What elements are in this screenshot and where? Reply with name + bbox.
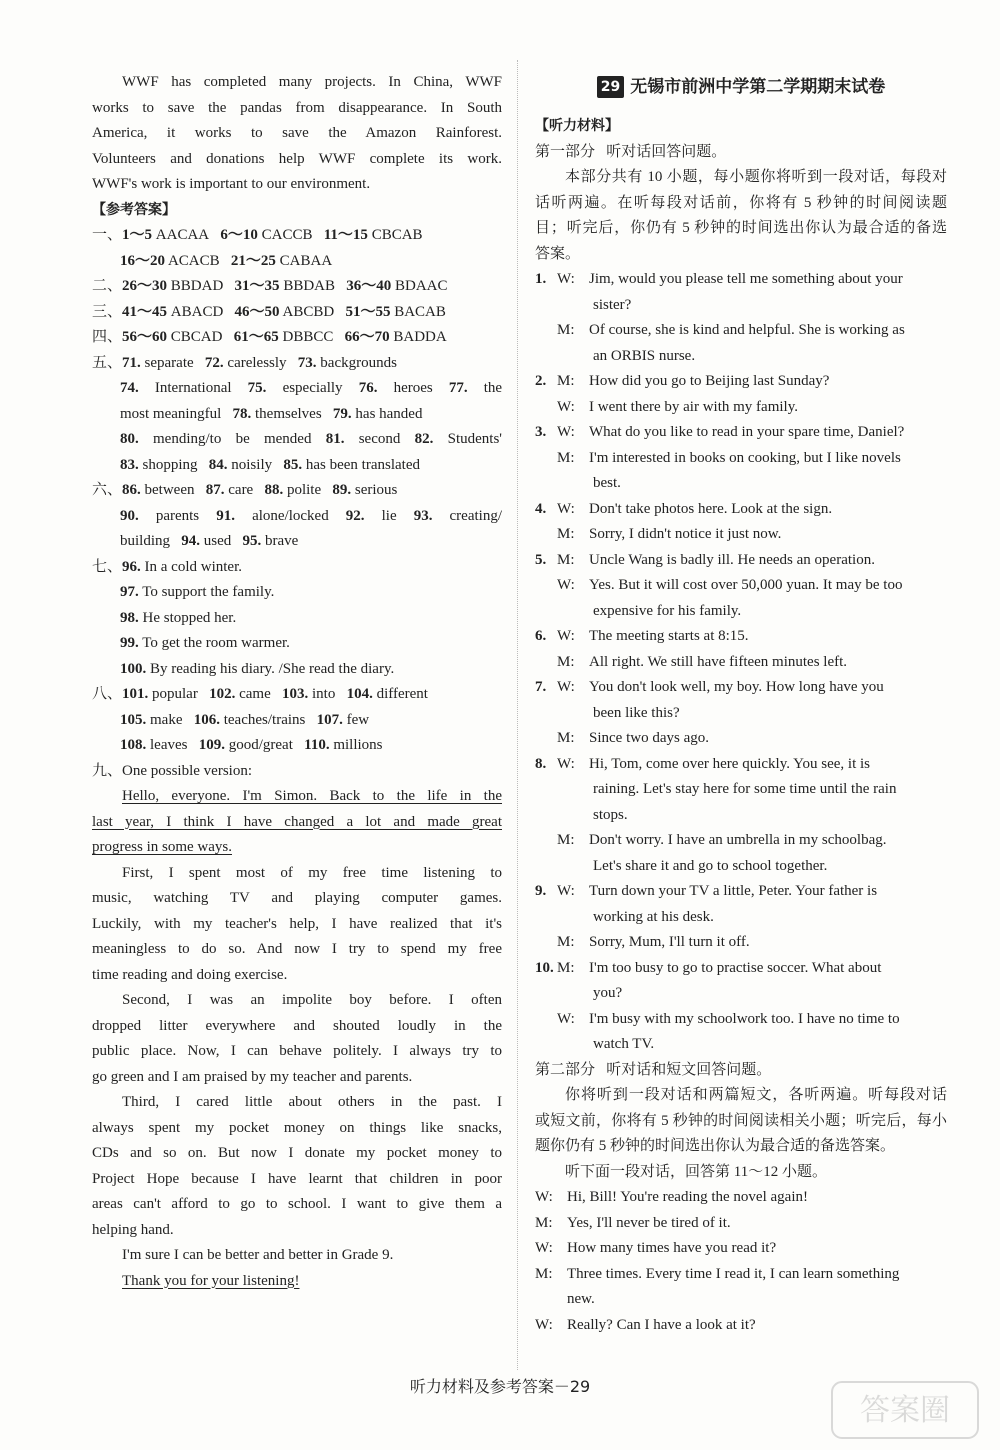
intro-line: Volunteers and donations help WWF complete its work. [92, 150, 502, 167]
speaker-label: W: [535, 1240, 553, 1256]
speaker-label: M: [557, 832, 575, 848]
answer-row: 108. leaves 109. good/great 110. millions [120, 737, 383, 753]
answer-row: 五、71. separate 72. carelessly 73. backgrounds [92, 354, 397, 371]
dialogue-continuation: watch TV. [593, 1036, 655, 1052]
section-label: 四、 [92, 329, 123, 345]
question-number: 9. [535, 883, 547, 899]
speaker-label: M: [557, 730, 575, 746]
answer-group: 31～35 BBDAB [234, 278, 335, 294]
dialogue-text: Turn down your TV a little, Peter. Your father is [589, 883, 878, 899]
part2-heading: 第二部分 听对话和短文回答问题。 [535, 1061, 772, 1078]
dialogue-text: How many times have you read it? [567, 1240, 777, 1256]
section-label: 五、 [92, 354, 123, 371]
svg-text:答案圈: 答案圈 [860, 1393, 950, 1428]
dialogue-continuation: you? [593, 985, 623, 1001]
dialogue-line [535, 752, 947, 778]
dialogue-continuation: been like this? [593, 704, 680, 721]
dialogue-continuation: working at his desk. [593, 908, 714, 925]
answer-group: 36～40 BDAAC [346, 278, 448, 294]
part1-heading: 第一部分 听对话回答问题。 [535, 143, 727, 160]
essay-line: public place. Now, I can behave politely. I always try to [92, 1043, 502, 1059]
answer-group: 21～25 CABAA [230, 252, 333, 269]
dialogue-text: Of course, she is kind and helpful. She is working as [589, 322, 905, 338]
essay-line: I'm sure I can be better and better in Grade 9. [122, 1247, 394, 1263]
speaker-label: M: [535, 1214, 553, 1231]
instruction-line: 目；听完后，你仍有 5 秒钟的时间选出你认为最合适的备选 [535, 220, 947, 236]
answer-row: 105. make 106. teaches/trains 107. few [120, 711, 370, 728]
dialogue-line [535, 956, 947, 982]
essay-line: dropped litter everywhere and shouted loudly in the [92, 1017, 502, 1034]
answer-group: 46～50 ABCBD [234, 303, 335, 320]
essay-line: First, I spent most of my free time listening to [122, 864, 502, 881]
essay-line: Third, I cared little about others in the past. I [122, 1094, 502, 1110]
section-label: 九、 [92, 762, 123, 779]
dialogue-line [535, 267, 947, 293]
dialogue-text: Hi, Bill! You're reading the novel again! [567, 1189, 808, 1205]
dialogue-line [535, 1007, 947, 1033]
instruction-line: 话听两遍。在听每段对话前，你将有 5 秒钟的时间阅读题 [535, 194, 947, 211]
intro-line: works to save the pandas from disappearance. In South [92, 99, 502, 116]
dialogue-line [535, 879, 947, 905]
speaker-label: M: [557, 934, 575, 950]
exam-title-text: 无锡市前洲中学第二学期期末试卷 [630, 77, 886, 97]
dialogue-line [535, 497, 947, 523]
dialogue-line [535, 930, 947, 956]
speaker-label: M: [557, 551, 575, 568]
dialogue-text: How did you go to Beijing last Sunday? [589, 373, 830, 389]
dialogue-line [535, 828, 947, 854]
answer-row: building 94. used 95. brave [120, 533, 299, 549]
answers-heading: 【参考答案】 [92, 201, 176, 218]
answer-row: 80. mending/to be mended 81. second 82. Students' [120, 431, 502, 447]
listening-heading: 【听力材料】 [535, 118, 619, 134]
essay-line: Project Hope because I have learnt that children in poor [92, 1170, 502, 1187]
left-column [92, 70, 502, 1294]
essay-line: Hello, everyone. I'm Simon. Back to the life in the [122, 788, 502, 804]
instruction-line: 你将听到一段对话和两篇短文，各听两遍。听每段对话 [565, 1087, 947, 1103]
dialogue-line [535, 548, 947, 574]
question-number: 7. [535, 679, 547, 695]
answer-group: 11～15 CBCAB [323, 227, 423, 243]
dialogue-text: I'm busy with my schoolwork too. I have no time to [589, 1010, 900, 1027]
dialogue-continuation: new. [567, 1291, 595, 1307]
answer-row: 七、96. In a cold winter. [92, 558, 242, 575]
dialogue-text: I'm too busy to go to practise soccer. What about [589, 959, 882, 976]
dialogue-line [535, 624, 947, 650]
essay-body [92, 861, 502, 1269]
question-number: 5. [535, 551, 547, 568]
speaker-label: W: [557, 500, 575, 517]
speaker-label: M: [557, 373, 575, 389]
question-number: 1. [535, 271, 547, 287]
answer-row [92, 223, 502, 249]
essay-line: music, watching TV and playing computer games. [92, 890, 502, 906]
dialogue-text: I'm interested in books on cooking, but I like novels [589, 449, 901, 466]
dialogue-continuation: best. [593, 475, 621, 491]
answer-group: 56～60 CBCAD [122, 329, 223, 345]
dialogue-line [535, 726, 947, 752]
section-label: 三、 [92, 303, 123, 320]
answer-row: 六、86. between 87. care 88. polite 89. serious [92, 482, 398, 498]
right-column [535, 70, 947, 1338]
watermark-logo [830, 1380, 980, 1440]
question-number: 10. [535, 959, 554, 976]
speaker-label: W: [535, 1316, 553, 1333]
speaker-label: M: [535, 1265, 553, 1282]
dialogue-text: Really? Can I have a look at it? [567, 1316, 756, 1333]
question-number: 8. [535, 755, 547, 772]
essay-line: time reading and doing exercise. [92, 966, 288, 983]
answer-group: 66～70 BADDA [344, 329, 447, 345]
speaker-label: M: [557, 959, 575, 976]
dialogue-line [535, 675, 947, 701]
answer-row: 83. shopping 84. noisily 85. has been translated [120, 456, 420, 473]
essay-line: go green and I am praised by my teacher and parents. [92, 1068, 413, 1085]
instruction-line: 答案。 [535, 245, 581, 262]
instruction-line: 本部分共有 10 小题，每小题你将听到一段对话，每段对 [565, 169, 947, 185]
answer-group: 1～5 AACAA [122, 227, 210, 243]
essay-line: last year, I think I have changed a lot and made great [92, 813, 502, 830]
essay-line: helping hand. [92, 1221, 174, 1238]
speaker-label: W: [557, 424, 575, 440]
dialogue-line [535, 1185, 947, 1211]
answer-row [92, 325, 502, 351]
dialogue-text: Three times. Every time I read it, I can learn something [567, 1265, 900, 1282]
answer-row [92, 759, 502, 785]
section-label: 二、 [92, 278, 123, 294]
dialogue-line [535, 573, 947, 599]
dialogue-text: Sorry, I didn't notice it just now. [589, 526, 782, 542]
dialogue-text: Yes, I'll never be tired of it. [567, 1214, 731, 1231]
answer-group: 26～30 BBDAD [122, 278, 224, 294]
dialogue-line [535, 369, 947, 395]
dialogue-continuation: an ORBIS nurse. [593, 347, 696, 364]
dialogue-text: Jim, would you please tell me something about your [589, 271, 903, 287]
dialogue-continuation: stops. [593, 806, 628, 823]
dialogue-continuation: sister? [593, 296, 632, 313]
speaker-label: W: [557, 1010, 575, 1027]
speaker-label: M: [557, 322, 575, 338]
answer-group: 16～20 ACACB [120, 252, 220, 269]
essay-closing: Thank you for your listening! [122, 1272, 300, 1289]
dialogue-line [535, 650, 947, 676]
dialogue-line [535, 1313, 947, 1339]
answer-row: 74. International 75. especially 76. heroes 77. the [120, 380, 502, 396]
speaker-label: W: [557, 398, 575, 415]
dialogue-line [535, 522, 947, 548]
dialogue-text: Don't worry. I have an umbrella in my schoolbag. [589, 832, 887, 848]
answer-row: most meaningful 78. themselves 79. has handed [120, 405, 423, 422]
answer-row [92, 300, 502, 326]
speaker-label: M: [557, 526, 575, 542]
answer-row: 八、101. popular 102. came 103. into 104. different [92, 686, 428, 702]
speaker-label: W: [557, 628, 575, 644]
column-divider [517, 60, 518, 1370]
answer-row: 100. By reading his diary. /She read the diary. [120, 660, 395, 677]
essay-line: areas can't afford to go to school. I want to give them a [92, 1196, 502, 1212]
exam-title [535, 70, 947, 104]
intro-line: WWF's work is important to our environment. [92, 176, 371, 192]
speaker-label: W: [557, 577, 575, 593]
speaker-label: W: [557, 271, 575, 287]
dialogue-continuation: expensive for his family. [593, 602, 742, 619]
dialogue-text: Uncle Wang is badly ill. He needs an operation. [589, 551, 875, 568]
section-label: 一、 [92, 227, 123, 243]
dialogue-line [535, 1236, 947, 1262]
dialogue-line [535, 1211, 947, 1237]
answer-row: 90. parents 91. alone/locked 92. lie 93. creating/ [120, 507, 502, 524]
dialogue-line [535, 318, 947, 344]
essay-line: Luckily, with my teacher's help, I have realized that it's [92, 915, 502, 932]
speaker-label: W: [557, 755, 575, 772]
essay-line: always spent my pocket money on things like snacks, [92, 1119, 502, 1136]
speaker-label: W: [557, 883, 575, 899]
answer-group: 61～65 DBBCC [233, 329, 334, 345]
answer-group: 6～10 CACCB [220, 227, 313, 243]
dialogue-list [535, 267, 947, 1058]
dialogue-text: I went there by air with my family. [589, 398, 798, 415]
dialogue-text: What do you like to read in your spare time, Daniel? [589, 424, 905, 440]
essay-intro: One possible version: [122, 762, 252, 779]
dialogue-text: The meeting starts at 8:15. [589, 628, 749, 644]
answer-group: 41～45 ABACD [122, 303, 224, 320]
dialogue-text: You don't look well, my boy. How long have you [589, 679, 884, 695]
section-label: 六、 [92, 482, 123, 498]
answer-row: 97. To support the family. [120, 584, 275, 600]
intro-line: WWF has completed many projects. In China, WWF [122, 74, 502, 90]
sub-instruction: 听下面一段对话，回答第 11～12 小题。 [565, 1163, 827, 1180]
instruction-line: 或短文前，你将有 5 秒钟的时间阅读相关小题；听完后，每小 [535, 1112, 947, 1129]
page-footer: 听力材料及参考答案－29 [409, 1377, 591, 1396]
answer-row [92, 249, 502, 275]
dialogue-text: Hi, Tom, come over here quickly. You see, it is [589, 755, 870, 772]
dialogue-text: All right. We still have fifteen minutes left. [589, 653, 848, 670]
intro-line: America, it works to save the Amazon Rainforest. [92, 125, 502, 141]
dialogue-text: Don't take photos here. Look at the sign. [589, 500, 833, 517]
dialogue-continuation: raining. Let's stay here for some time until the rain [593, 781, 897, 797]
answer-row: 99. To get the room warmer. [120, 635, 290, 651]
question-number: 6. [535, 628, 547, 644]
instruction-line: 题你仍有 5 秒钟的时间选出你认为最合适的备选答案。 [535, 1138, 896, 1154]
dialogue-line [535, 395, 947, 421]
answer-row [92, 274, 502, 300]
speaker-label: M: [557, 449, 575, 466]
essay-line: meaningless to do so. And now I try to spend my free [92, 941, 502, 957]
exam-number-badge: 29 [597, 76, 624, 98]
dialogue-line [535, 446, 947, 472]
question-number: 2. [535, 373, 547, 389]
question-number: 4. [535, 500, 547, 517]
answer-group: 51～55 BACAB [345, 303, 446, 320]
dialogue-2 [535, 1185, 947, 1338]
essay-line: progress in some ways. [92, 839, 232, 855]
dialogue-text: Sorry, Mum, I'll turn it off. [589, 934, 750, 950]
dialogue-line [535, 1262, 947, 1288]
dialogue-line [535, 420, 947, 446]
section-label: 七、 [92, 558, 123, 575]
section-label: 八、 [92, 686, 123, 702]
essay-line: Second, I was an impolite boy before. I often [122, 992, 502, 1008]
question-number: 3. [535, 424, 547, 440]
dialogue-text: Since two days ago. [589, 730, 709, 746]
speaker-label: M: [557, 653, 575, 670]
essay-line: CDs and so on. But now I donate my pocket money to [92, 1145, 502, 1161]
dialogue-continuation: Let's share it and go to school together. [593, 857, 828, 874]
speaker-label: W: [557, 679, 575, 695]
dialogue-text: Yes. But it will cost over 50,000 yuan. It may be too [589, 577, 903, 593]
answer-row: 98. He stopped her. [120, 609, 237, 626]
speaker-label: W: [535, 1189, 553, 1205]
